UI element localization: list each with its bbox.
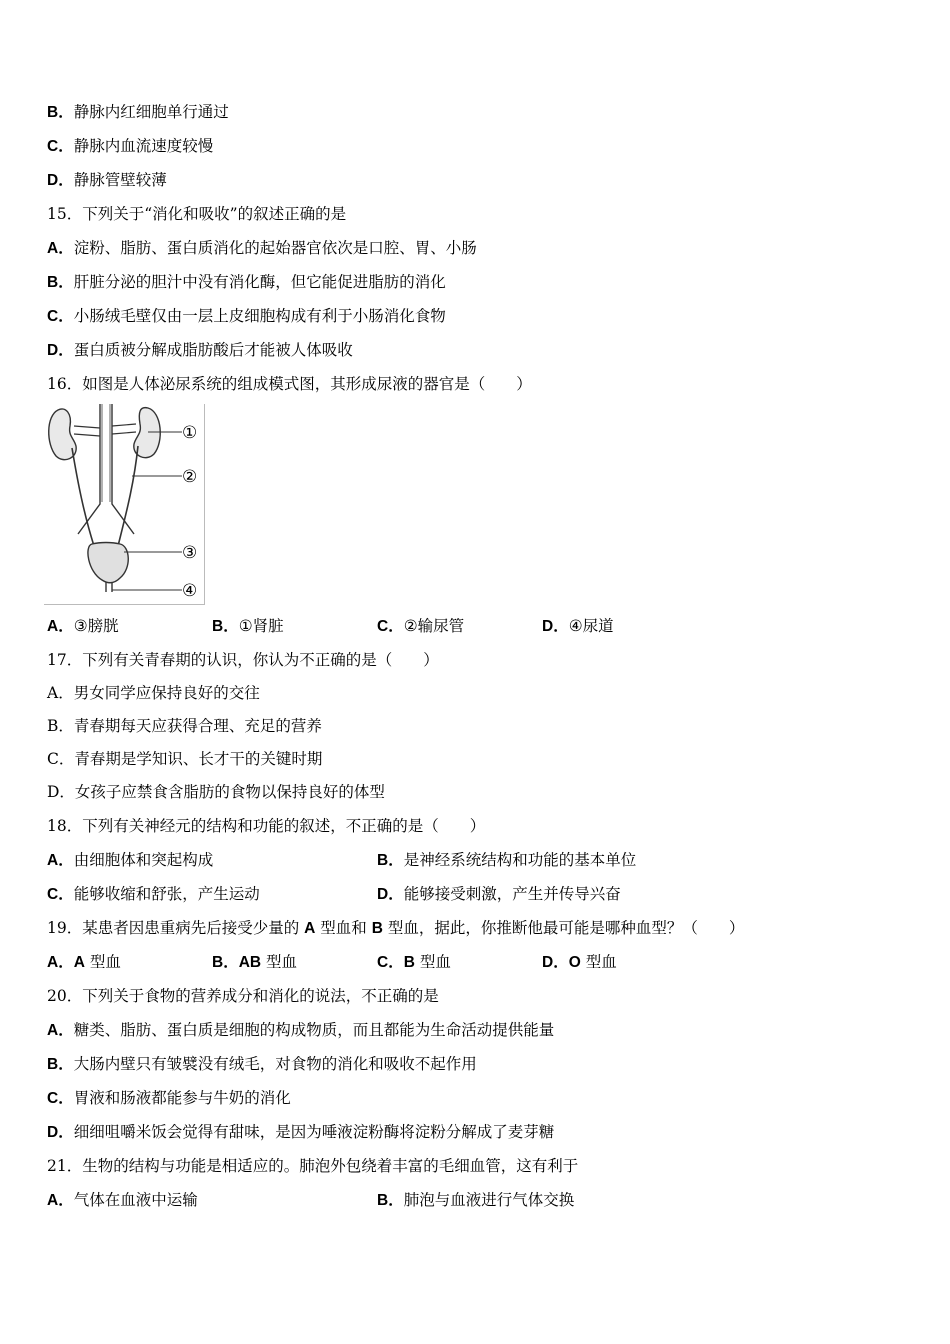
option-letter: D． — [47, 342, 74, 359]
q17-option-d: D．女孩子应禁食含脂肪的食物以保持良好的体型 — [47, 783, 385, 801]
option-text: 胃液和肠液都能参与牛奶的消化 — [73, 1089, 291, 1107]
bladder-shape — [88, 543, 128, 583]
q17-option-a: A．男女同学应保持良好的交往 — [47, 684, 260, 702]
option-text: 型血 — [261, 953, 298, 971]
q14-option-b — [47, 102, 229, 123]
blood-type: AB — [238, 954, 262, 971]
option-letter: B． — [377, 1192, 404, 1209]
q20-option-b — [47, 1054, 477, 1075]
option-text: 糖类、脂肪、蛋白质是细胞的构成物质，而且都能为生命活动提供能量 — [73, 1021, 555, 1039]
option-letter: D． — [47, 1124, 74, 1141]
option-letter: D． — [377, 886, 404, 903]
q17-option-c: C．青春期是学知识、长才干的关键时期 — [47, 750, 323, 768]
figure-label-3: ③ — [182, 543, 198, 563]
option-text: 气体在血液中运输 — [73, 1191, 198, 1209]
q15-option-d — [47, 340, 353, 361]
option-letter: A． — [47, 1192, 74, 1209]
q18-option-c — [47, 884, 260, 905]
option-letter: B． — [47, 274, 74, 291]
left-ureter — [72, 448, 94, 546]
q16-option-c — [377, 616, 464, 637]
q19-option-d — [542, 952, 617, 973]
q19-option-b — [212, 952, 297, 973]
option-text: 肝脏分泌的胆汁中没有消化酶，但它能促进脂肪的消化 — [73, 273, 446, 291]
option-text: 静脉内红细胞单行通过 — [73, 103, 229, 121]
q16-option-a — [47, 616, 119, 637]
option-text: 是神经系统结构和功能的基本单位 — [403, 851, 637, 869]
option-letter: A． — [47, 1022, 74, 1039]
q14-option-c — [47, 136, 213, 157]
option-text: 肺泡与血液进行气体交换 — [403, 1191, 575, 1209]
option-letter: A． — [47, 240, 74, 257]
q16-stem: 16．如图是人体泌尿系统的组成模式图，其形成尿液的器官是（ ） — [47, 375, 532, 393]
q15-option-c — [47, 306, 446, 327]
option-text: ②输尿管 — [403, 617, 465, 635]
q18-option-d — [377, 884, 621, 905]
q20-option-a — [47, 1020, 554, 1041]
option-letter: A． — [47, 954, 74, 971]
stem-part: 型血，据此，你推断他最可能是哪种血型？（ ） — [382, 919, 745, 937]
option-letter: B． — [212, 954, 239, 971]
option-text: ①肾脏 — [238, 617, 284, 635]
right-ureter — [118, 446, 138, 546]
option-text: ③膀胱 — [73, 617, 119, 635]
option-letter: D． — [542, 618, 569, 635]
option-text: 型血 — [84, 953, 121, 971]
option-text: 大肠内壁只有皱襞没有绒毛，对食物的消化和吸收不起作用 — [73, 1055, 477, 1073]
q17-stem: 17．下列有关青春期的认识，你认为不正确的是（ ） — [47, 651, 439, 669]
q19-stem — [47, 918, 744, 939]
q18-stem: 18．下列有关神经元的结构和功能的叙述，不正确的是（ ） — [47, 817, 486, 835]
option-letter: B． — [377, 852, 404, 869]
option-letter: D． — [47, 172, 74, 189]
option-text: 静脉内血流速度较慢 — [73, 137, 214, 155]
blood-type: O — [568, 954, 581, 971]
option-text: 静脉管壁较薄 — [73, 171, 167, 189]
urinary-system-diagram — [44, 404, 204, 604]
q20-option-d — [47, 1122, 554, 1143]
q21-stem: 21．生物的结构与功能是相适应的。肺泡外包绕着丰富的毛细血管，这有利于 — [47, 1157, 579, 1175]
option-text: 淀粉、脂肪、蛋白质消化的起始器官依次是口腔、胃、小肠 — [73, 239, 477, 257]
option-text: 由细胞体和突起构成 — [73, 851, 214, 869]
option-letter: C． — [47, 138, 74, 155]
urinary-system-figure — [44, 404, 205, 605]
blood-type: A — [73, 954, 85, 971]
option-letter: D． — [542, 954, 569, 971]
option-letter: C． — [47, 886, 74, 903]
q19-option-a — [47, 952, 121, 973]
option-text: 型血 — [580, 953, 617, 971]
q21-option-a — [47, 1190, 198, 1211]
figure-label-1: ① — [182, 423, 198, 443]
q16-option-b — [212, 616, 284, 637]
q21-option-b — [377, 1190, 574, 1211]
blood-type-b: B — [371, 920, 383, 937]
option-letter: C． — [377, 954, 404, 971]
option-text: ④尿道 — [568, 617, 614, 635]
option-letter: B． — [47, 104, 74, 121]
q20-option-c — [47, 1088, 291, 1109]
stem-part: 型血和 — [315, 919, 372, 937]
option-text: 小肠绒毛壁仅由一层上皮细胞构成有利于小肠消化食物 — [73, 307, 446, 325]
figure-label-4: ④ — [182, 581, 198, 601]
blood-type-a: A — [304, 920, 316, 937]
option-text: 能够收缩和舒张，产生运动 — [73, 885, 260, 903]
stem-part: 19．某患者因患重病先后接受少量的 — [47, 919, 305, 937]
option-text: 能够接受刺激，产生并传导兴奋 — [403, 885, 621, 903]
urethra-shape — [106, 582, 112, 592]
q14-option-d — [47, 170, 167, 191]
q16-option-d — [542, 616, 614, 637]
q17-option-b: B．青春期每天应获得合理、充足的营养 — [47, 717, 322, 735]
renal-vessels — [74, 424, 136, 436]
option-letter: B． — [47, 1056, 74, 1073]
option-text: 蛋白质被分解成脂肪酸后才能被人体吸收 — [73, 341, 353, 359]
option-letter: A． — [47, 618, 74, 635]
q18-option-b — [377, 850, 636, 871]
vessel-inner-lines — [102, 404, 110, 502]
figure-label-2: ② — [182, 467, 198, 487]
q15-option-b — [47, 272, 446, 293]
q19-option-c — [377, 952, 451, 973]
q18-option-a — [47, 850, 213, 871]
q15-option-a — [47, 238, 477, 259]
option-letter: C． — [47, 1090, 74, 1107]
option-letter: C． — [47, 308, 74, 325]
option-letter: C． — [377, 618, 404, 635]
q20-stem: 20．下列关于食物的营养成分和消化的说法，不正确的是 — [47, 987, 439, 1005]
option-letter: B． — [212, 618, 239, 635]
option-text: 细细咀嚼米饭会觉得有甜味，是因为唾液淀粉酶将淀粉分解成了麦芽糖 — [73, 1123, 555, 1141]
blood-type: B — [403, 954, 415, 971]
option-letter: A． — [47, 852, 74, 869]
q15-stem: 15．下列关于“消化和吸收”的叙述正确的是 — [47, 205, 347, 223]
option-text: 型血 — [414, 953, 451, 971]
